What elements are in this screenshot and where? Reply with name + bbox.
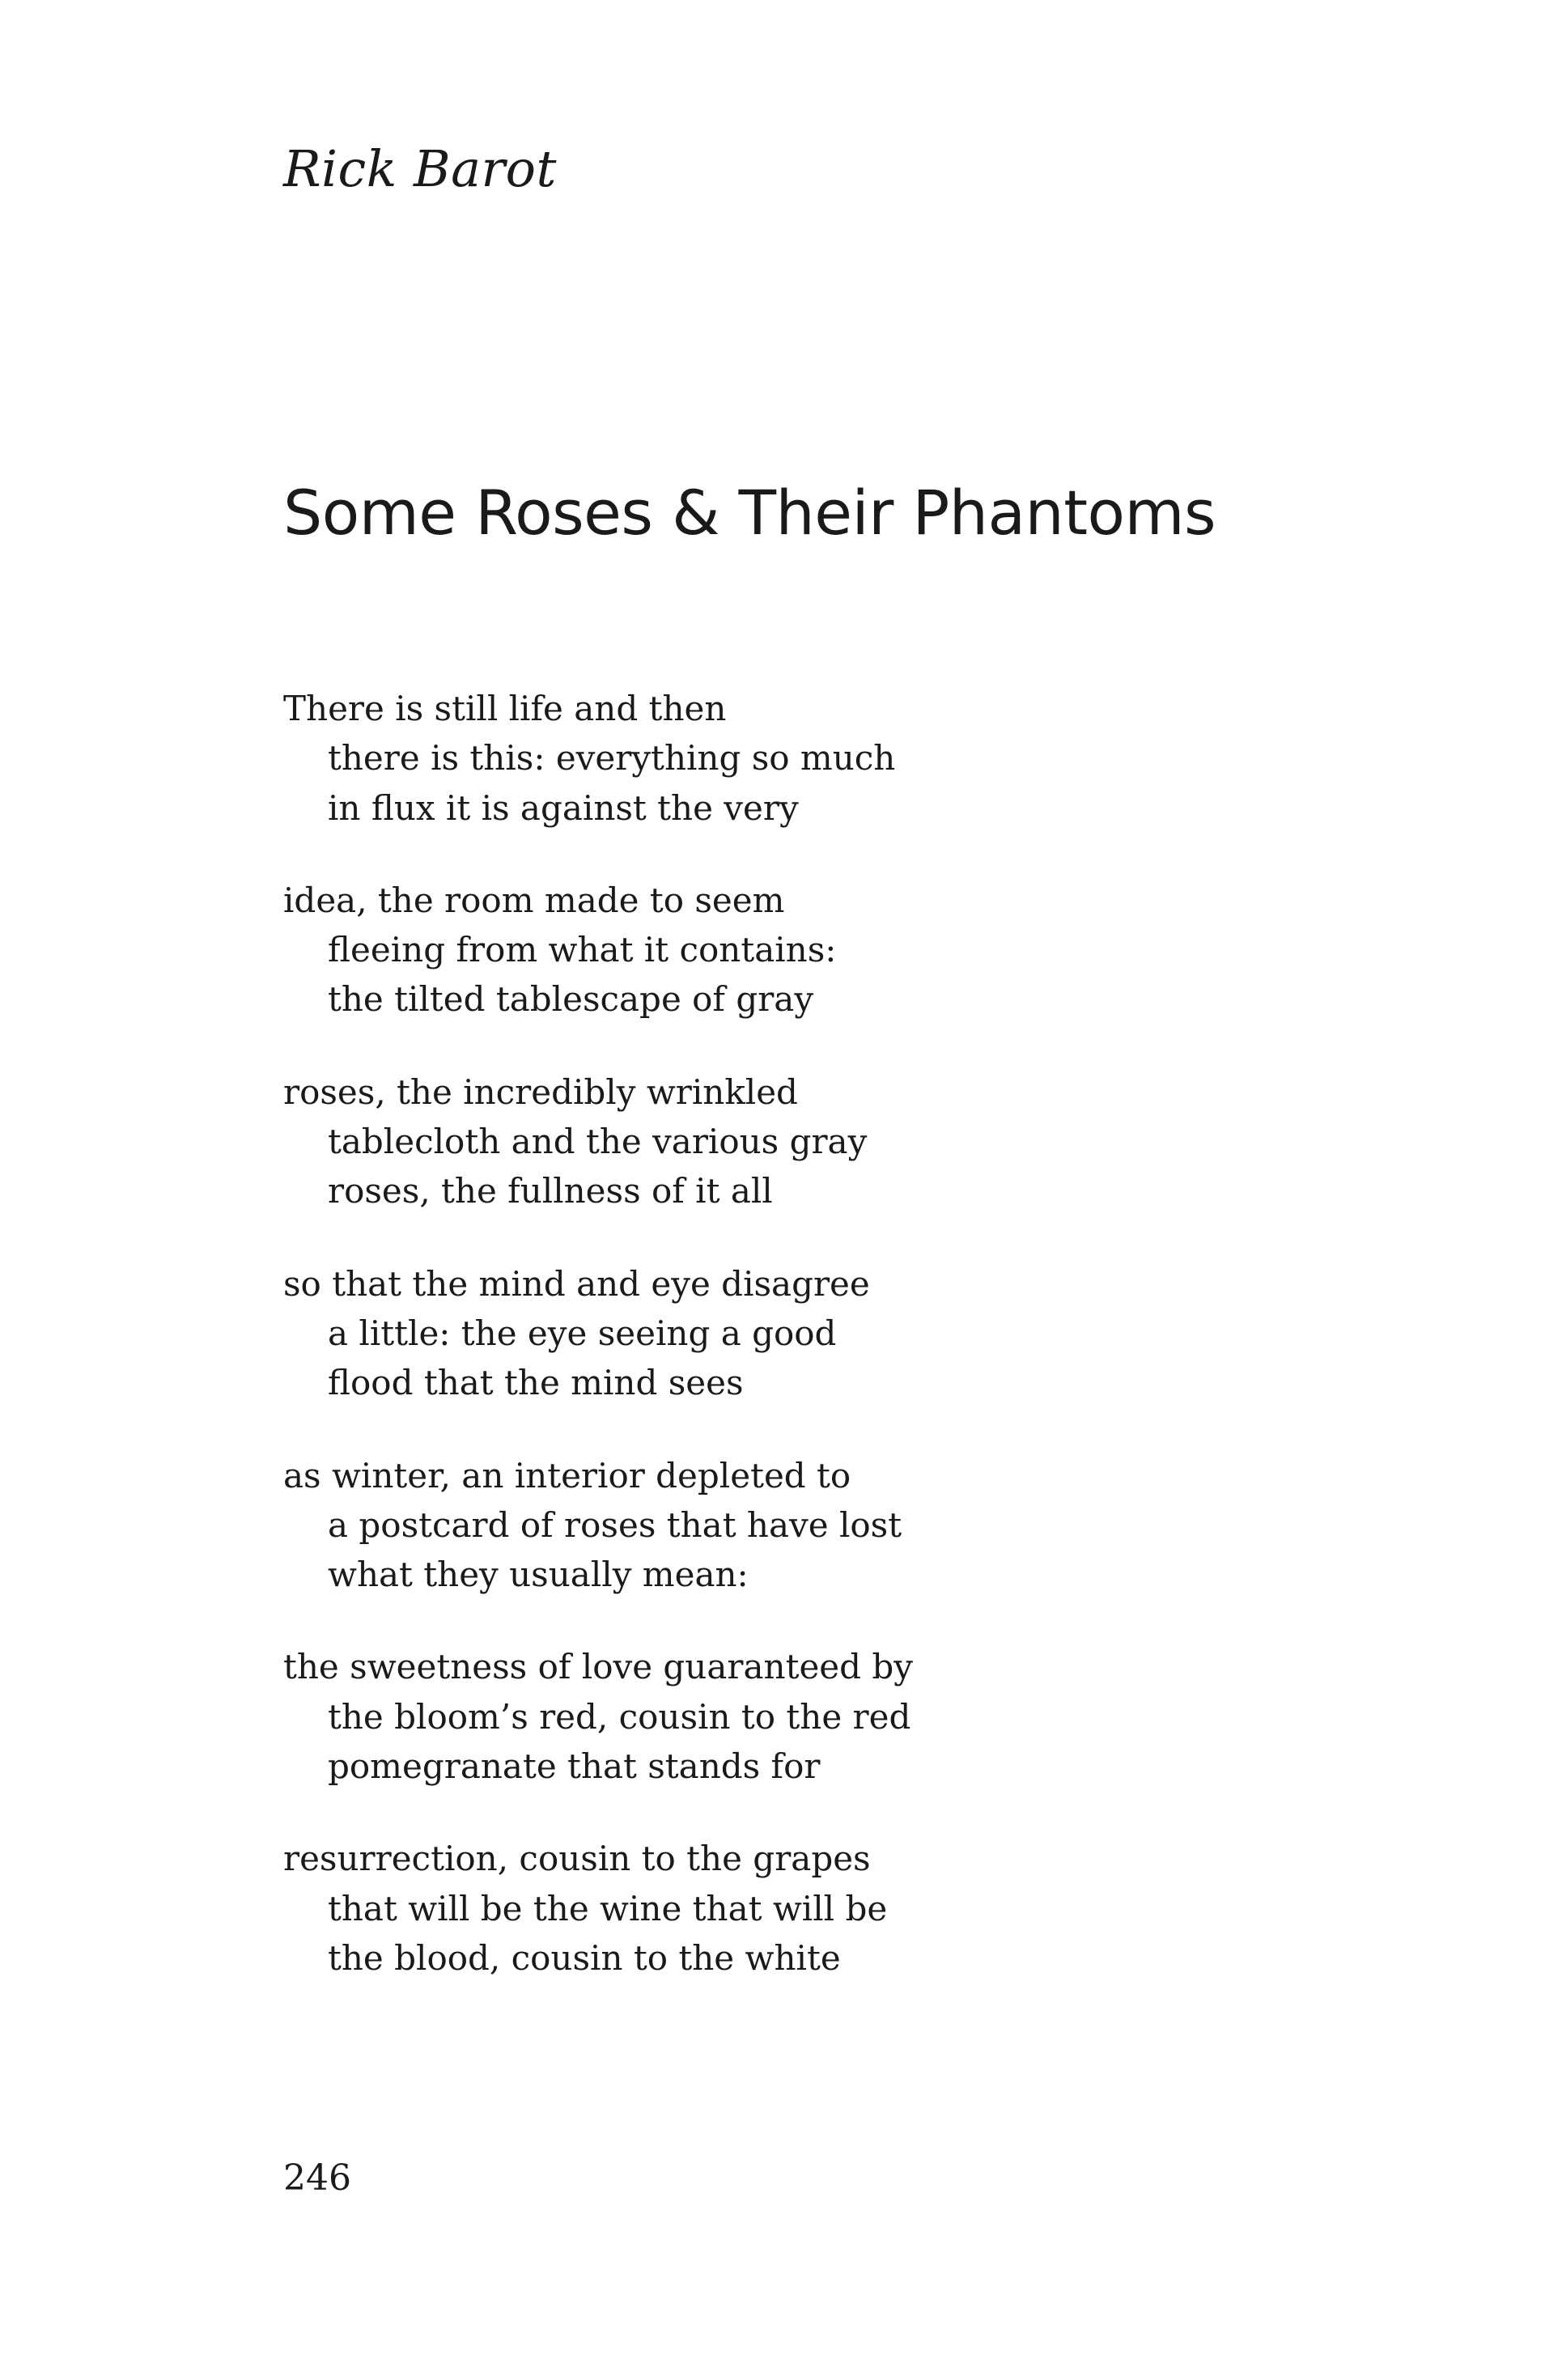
- poem-line: the sweetness of love guaranteed by: [283, 1647, 914, 1687]
- poem-line: in flux it is against the very: [328, 787, 799, 828]
- poem-line: so that the mind and eye disagree: [283, 1263, 870, 1304]
- poem-line: that will be the wine that will be: [328, 1888, 888, 1928]
- poem-body: [283, 684, 913, 2026]
- poem-line: pomegranate that stands for: [328, 1746, 821, 1787]
- stanza: [283, 1067, 913, 1216]
- poem-line: roses, the fullness of it all: [328, 1171, 773, 1211]
- stanza: [283, 1642, 913, 1791]
- poem-line: there is this: everything so much: [328, 738, 896, 778]
- poem-line: the bloom’s red, cousin to the red: [328, 1696, 911, 1737]
- stanza: [283, 684, 913, 833]
- stanza: [283, 1259, 913, 1408]
- poem-line: the blood, cousin to the white: [328, 1937, 841, 1978]
- page-number: 246: [283, 2157, 351, 2199]
- poem-line: idea, the room made to seem: [283, 880, 785, 920]
- poem-line: a little: the eye seeing a good: [328, 1313, 837, 1353]
- author-name: Rick Barot: [283, 139, 557, 198]
- poem-line: tablecloth and the various gray: [328, 1122, 868, 1162]
- poem-title: Some Roses & Their Phantoms: [283, 477, 1216, 549]
- poem-line: a postcard of roses that have lost: [328, 1504, 902, 1545]
- poem-line: what they usually mean:: [328, 1555, 749, 1595]
- poem-line: resurrection, cousin to the grapes: [283, 1839, 871, 1879]
- stanza: [283, 1834, 913, 1983]
- poem-line: flood that the mind sees: [328, 1363, 744, 1403]
- poem-line: There is still life and then: [283, 689, 727, 728]
- stanza: [283, 876, 913, 1025]
- poem-line: as winter, an interior depleted to: [283, 1455, 851, 1495]
- poem-line: fleeing from what it contains:: [328, 930, 837, 970]
- poem-line: roses, the incredibly wrinkled: [283, 1071, 798, 1112]
- poem-line: the tilted tablescape of gray: [328, 979, 814, 1020]
- stanza: [283, 1451, 913, 1600]
